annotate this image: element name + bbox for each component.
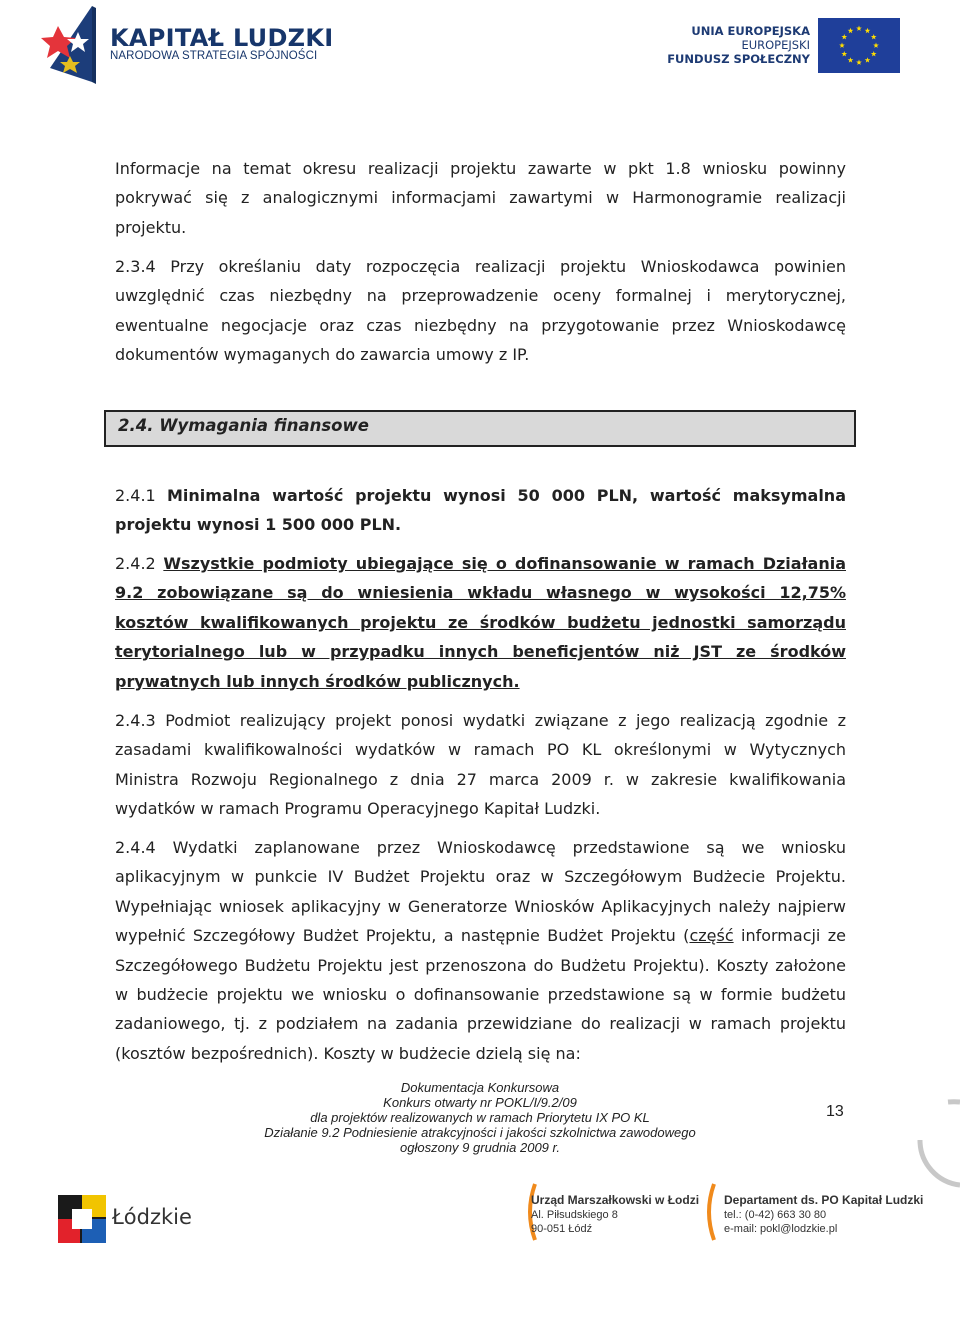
decorative-arcs bbox=[890, 1090, 960, 1200]
paragraph-underlined-word: część bbox=[689, 926, 734, 946]
paragraph-2-4-1 bbox=[115, 481, 846, 540]
footer-line: Dokumentacja Konkursowa bbox=[400, 1080, 560, 1095]
footer-line: ogłoszony 9 grudnia 2009 r. bbox=[400, 1140, 560, 1155]
section-title: 2.4. Wymagania finansowe bbox=[118, 416, 369, 435]
paragraph-schedule-info: Informacje na temat okresu realizacji projektu zawarte w pkt 1.8 wniosku powinny pokrywać się z analogicznymi informacjami zawartymi w Harmonogramie realizacji projektu. bbox=[115, 159, 846, 237]
page-number: 13 bbox=[826, 1103, 844, 1120]
eu-line-2: EUROPEJSKI bbox=[741, 38, 810, 52]
paragraph-number: 2.4.2 bbox=[115, 554, 156, 573]
paragraph-2-3-4: 2.3.4 Przy określaniu daty rozpoczęcia realizacji projektu Wnioskodawca powinien uwzględnić czas niezbędny na przeprowadzenie oceny formalnej i merytorycznej, ewentualne negocjacje oraz czas niezbędny na przygotowanie przez Wnioskodawcę dokumentów wymaganych do zawarcia umowy z IP. bbox=[115, 257, 846, 365]
paragraph-text-a: 2.4.4 Wydatki zaplanowane przez Wnioskodawcę przedstawione są we wniosku aplikacyjnym w punkcie IV Budżet Projektu oraz w Szczegółowym Budżecie Projektu. Wypełniając wniosek aplikacyjny w Generatorze Wniosków Aplikacyjnych należy najpierw wypełnić Szczegółowy Budżet Projektu, a następnie Budżet Projektu ( bbox=[115, 838, 846, 946]
urzad-title: Urząd Marszałkowski w Łodzi bbox=[531, 1193, 700, 1207]
footer-line: Konkurs otwarty nr POKL/I/9.2/09 bbox=[383, 1095, 577, 1110]
paragraph-number: 2.4.1 bbox=[115, 486, 156, 505]
paragraph-2-4-4 bbox=[115, 833, 846, 1068]
department-email: e-mail: pokl@lodzkie.pl bbox=[724, 1223, 838, 1235]
footer-line: dla projektów realizowanych w ramach Priorytetu IX PO KL bbox=[310, 1110, 650, 1125]
lodzkie-label: Łódzkie bbox=[112, 1205, 192, 1229]
eu-flag-icon bbox=[818, 18, 900, 73]
lodzkie-logo-icon bbox=[58, 1195, 106, 1243]
orange-accent bbox=[704, 1182, 716, 1242]
paragraph-2-4-2 bbox=[115, 549, 846, 696]
paragraph-2-4-3: 2.4.3 Podmiot realizujący projekt ponosi wydatki związane z jego realizacją zgodnie z zasadami kwalifikowalności wydatków w ramach PO KL określonymi w Wytycznych Ministra Rozwoju Regionalnego z dnia 27 marca 2009 r. w zakresie kwalifikowania wydatków w ramach Programu Operacyjnego Kapitał Ludzki. bbox=[115, 711, 846, 819]
paragraph-text-b: informacji ze Szczegółowego Budżetu Projektu jest przenoszona do Budżetu Projektu). Koszty założone w budżecie projektu we wniosku o dofinansowanie przedstawione są w formie budżetu zadaniowego, tj. z podziałem na zadania przewidziane do realizacji w ramach projektu (kosztów bezpośrednich). Koszty w budżecie dzielą się na: bbox=[115, 926, 847, 1063]
paragraph-text: Wszystkie podmioty ubiegające się o dofinansowanie w ramach Działania 9.2 zobowiązane są do wniesienia wkładu własnego w wysokości 12,75% kosztów kwalifikowanych projektu ze środków budżetu jednostki samorządu terytorialnego lub w przypadku innych beneficjentów niż JST ze środków prywatnych lub innych środków publicznych. bbox=[115, 554, 846, 691]
department-phone: tel.: (0-42) 663 30 80 bbox=[724, 1209, 827, 1221]
urzad-block bbox=[531, 1193, 699, 1236]
section-header-box bbox=[104, 410, 856, 447]
eu-text-block bbox=[660, 24, 810, 66]
department-title: Departament ds. PO Kapitał Ludzki bbox=[724, 1193, 924, 1207]
logo-title: KAPITAŁ LUDZKI bbox=[110, 24, 334, 52]
eu-line-1: UNIA EUROPEJSKA bbox=[691, 24, 810, 38]
urzad-address-2: 90-051 Łódź bbox=[531, 1223, 593, 1235]
footer-document-info bbox=[200, 1080, 760, 1155]
department-block bbox=[724, 1193, 923, 1236]
urzad-address-1: Al. Piłsudskiego 8 bbox=[531, 1209, 618, 1221]
footer-line: Działanie 9.2 Podniesienie atrakcyjności i jakości szkolnictwa zawodowego bbox=[264, 1125, 696, 1140]
logo-subtitle: NARODOWA STRATEGIA SPÓJNOŚCI bbox=[110, 50, 318, 62]
paragraph-text: Minimalna wartość projektu wynosi 50 000 PLN, wartość maksymalna projektu wynosi 1 500 000 PLN. bbox=[115, 486, 846, 535]
eu-line-3: FUNDUSZ SPOŁECZNY bbox=[667, 52, 810, 66]
